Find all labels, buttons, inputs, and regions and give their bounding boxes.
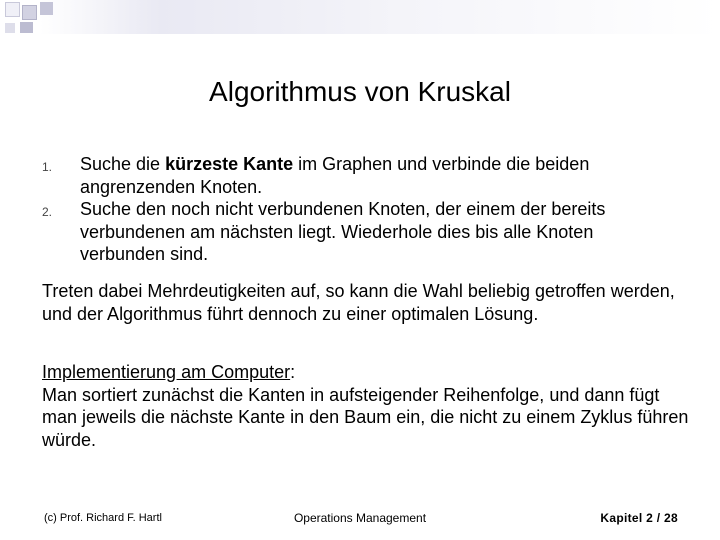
- step-text: Suche den noch nicht verbundenen Knoten, der einem der bereits verbundenen am nächsten liegt. Wiederhole dies bis alle Knoten verbunden sind.: [80, 199, 606, 264]
- footer-author: (c) Prof. Richard F. Hartl: [44, 512, 162, 524]
- decor-square: [5, 23, 15, 33]
- list-item: [42, 153, 682, 198]
- heading-colon: :: [290, 362, 296, 382]
- header-band: [0, 0, 720, 34]
- decor-square: [20, 22, 33, 33]
- decor-square: [5, 2, 20, 17]
- implementation-heading: Implementierung am Computer: [42, 362, 291, 382]
- step-text-end: im Graphen und verbinde die beiden angrenzenden Knoten.: [80, 154, 590, 197]
- list-number: 2.: [42, 205, 53, 219]
- footer-chapter: Kapitel 2 / 28: [600, 511, 678, 525]
- list-item: [42, 198, 682, 266]
- decor-square: [22, 5, 37, 20]
- slide-title: Algorithmus von Kruskal: [209, 76, 511, 107]
- decor-square: [40, 2, 53, 15]
- list-number: 1.: [42, 160, 53, 174]
- step-text-start: Suche die: [80, 154, 166, 174]
- note-paragraph: Treten dabei Mehrdeutigkeiten auf, so kann die Wahl beliebig getroffen werden, und der Algorithmus führt dennoch zu einer optimalen Lösung.: [42, 281, 675, 324]
- implementation-text: Man sortiert zunächst die Kanten in aufsteigender Reihenfolge, und dann fügt man jeweils die nächste Kante in den Baum ein, die nicht zu einem Zyklus führen würde.: [42, 384, 689, 450]
- step-text-bold: kürzeste Kante: [165, 154, 294, 174]
- implementation-block: [42, 361, 692, 451]
- footer-course: Operations Management: [293, 511, 427, 525]
- step-list: [42, 153, 682, 266]
